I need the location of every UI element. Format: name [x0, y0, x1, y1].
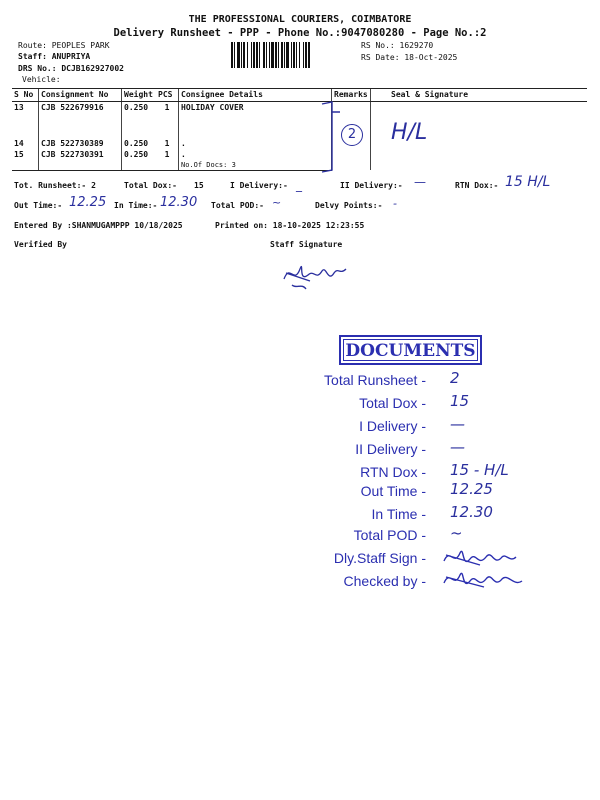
in-time-value: 12.30 — [160, 195, 198, 210]
rs-number: RS No.: 1629270 — [361, 41, 434, 50]
col-sno: S No — [12, 89, 39, 102]
stamp-line-label: Total POD - — [353, 527, 426, 543]
in-time-label: In Time:- — [114, 201, 158, 210]
col-remarks: Remarks — [332, 89, 371, 102]
barcode-bar — [308, 42, 310, 68]
stamp-line-value: ~ — [450, 524, 463, 542]
row-consignee: . — [179, 138, 332, 149]
stamp-line-value: 15 - H/L — [450, 461, 509, 479]
row-pcs: 1 — [164, 103, 170, 112]
verified-by: Verified By — [14, 240, 67, 249]
stamp-line-value: 2 — [450, 369, 460, 387]
runsheet-table — [12, 88, 587, 171]
i-delivery-dash: _ — [296, 178, 302, 192]
row-weight: 0.250 — [122, 149, 157, 171]
seal-handwritten-mark: H/L — [391, 120, 428, 145]
staff-signature-scribble — [280, 255, 350, 295]
row-consignee: HOLIDAY COVER — [179, 102, 332, 138]
documents-stamp-title: DOCUMENTS — [343, 339, 478, 361]
row-consignee — [179, 149, 332, 171]
row-consignee-value: . — [181, 149, 186, 159]
rs-date: RS Date: 18-Oct-2025 — [361, 53, 458, 62]
row-sno: 13 — [14, 103, 24, 112]
tot-runsheet: Tot. Runsheet:- 2 — [14, 181, 96, 190]
drs-number: DRS No.: DCJB162927002 — [18, 64, 124, 73]
table-row — [12, 102, 587, 138]
documents-stamp-box — [339, 335, 482, 365]
stamp-line-value: — — [450, 415, 465, 433]
total-pod-dash: ~ — [272, 196, 282, 209]
row-consignment: CJB 522679916 — [39, 102, 122, 138]
company-title: THE PROFESSIONAL COURIERS, COIMBATORE — [188, 14, 412, 25]
i-delivery-label: I Delivery:- — [230, 181, 288, 190]
stamp-line-label: Out Time - — [360, 483, 426, 499]
delvy-points-dash: - — [393, 197, 397, 210]
rtn-dox-value: 15 H/L — [505, 174, 551, 190]
stamp-line-value: 15 — [450, 392, 470, 410]
total-dox-label: Total Dox:- — [124, 181, 177, 190]
stamp-line-label: Total Dox - — [359, 395, 426, 411]
col-pcs: PCS — [156, 89, 179, 102]
delvy-points-label: Delvy Points:- — [315, 201, 383, 210]
row-weight: 0.250 — [122, 102, 157, 138]
barcode — [231, 42, 356, 68]
total-pod-label: Total POD:- — [211, 201, 264, 210]
runsheet-subtitle: Delivery Runsheet - PPP - Phone No.:9047080280 - Page No.:2 — [113, 27, 487, 39]
stamp-line-label: Total Runsheet - — [324, 372, 426, 388]
remark-circled-mark: 2 — [341, 124, 363, 146]
table-header-row — [12, 89, 587, 102]
row-pcs: 1 — [164, 138, 170, 148]
ii-delivery-label: II Delivery:- — [340, 181, 403, 190]
row-pcs: 1 — [156, 149, 179, 171]
stamp-line-label: I Delivery - — [359, 418, 426, 434]
out-time-label: Out Time:- — [14, 201, 63, 210]
printed-on: Printed on: 18-10-2025 12:23:55 — [215, 221, 365, 230]
total-dox-value: 15 — [194, 181, 204, 190]
staff-label: Staff: ANUPRIYA — [18, 52, 91, 61]
stamp-line-label: In Time - — [371, 506, 426, 522]
row-sno: 14 — [14, 138, 24, 148]
col-consignment: Consignment No — [39, 89, 122, 102]
out-time-value: 12.25 — [69, 195, 107, 210]
stamp-line-value: 12.25 — [450, 480, 493, 498]
row-consignment: CJB 522730391 — [39, 149, 122, 171]
col-consignee: Consignee Details — [179, 89, 332, 102]
stamp-line-value: 12.30 — [450, 503, 493, 521]
stamp-line-label: II Delivery - — [355, 441, 426, 457]
no-of-docs: No.Of Docs: 3 — [181, 160, 236, 169]
route-label: Route: PEOPLES PARK — [18, 41, 110, 50]
col-weight: Weight — [122, 89, 157, 102]
stamp-line-value: — — [450, 438, 465, 456]
checked-by-signature-scribble — [440, 565, 525, 595]
ii-delivery-dash: — — [414, 175, 426, 189]
stamp-line-label: RTN Dox - — [360, 464, 426, 480]
row-weight: 0.250 — [122, 138, 157, 149]
rtn-dox-label: RTN Dox:- — [455, 181, 499, 190]
staff-signature-label: Staff Signature — [270, 240, 343, 249]
row-sno: 15 — [12, 149, 39, 171]
row-consignment: CJB 522730389 — [39, 138, 122, 149]
stamp-line-label: Dly.Staff Sign - — [333, 550, 426, 566]
stamp-line-label: Checked by - — [343, 573, 426, 589]
col-seal: Seal & Signature — [371, 89, 588, 102]
entered-by: Entered By :SHANMUGAMPPP 10/18/2025 — [14, 221, 183, 230]
vehicle-label: Vehicle: — [22, 75, 61, 84]
